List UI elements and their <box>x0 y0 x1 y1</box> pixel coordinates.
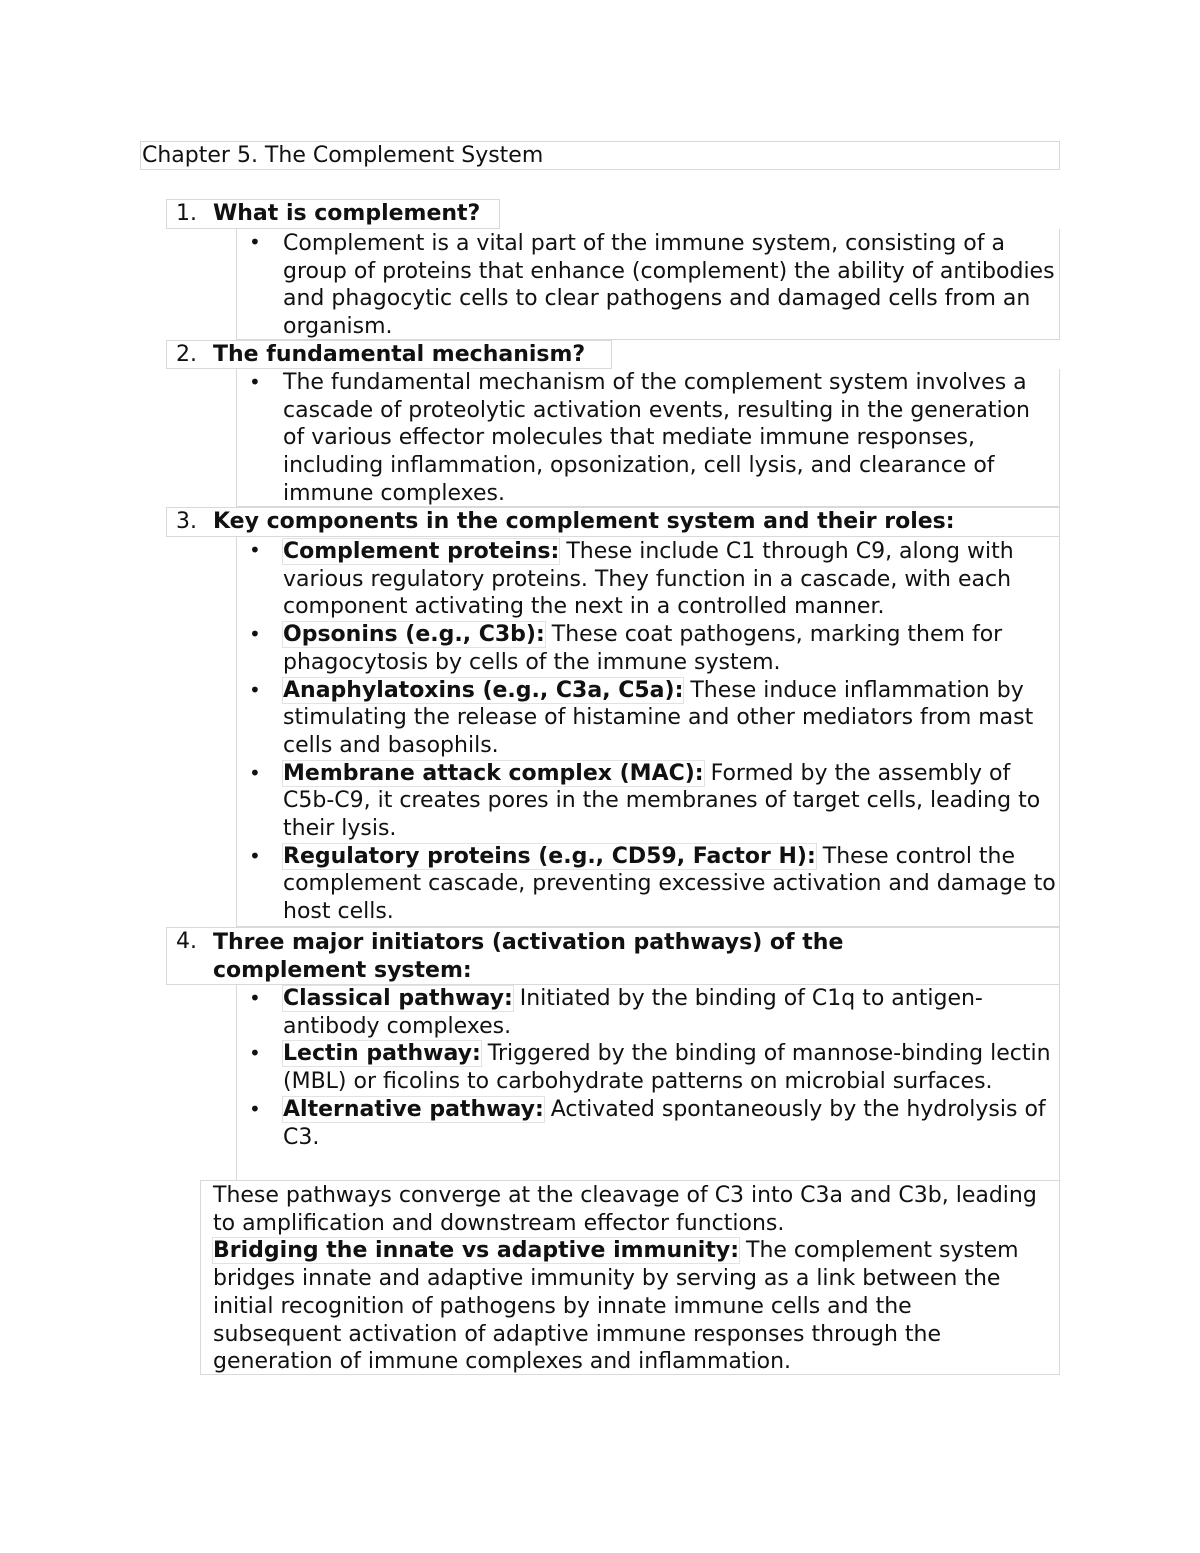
section-question-line2: complement system: <box>213 958 472 983</box>
section-number: 1. <box>176 201 197 226</box>
list-item <box>237 369 1059 508</box>
item-label: Anaphylatoxins (e.g., C3a, C5a): <box>283 677 684 703</box>
item-text: These induce inflammation by stimulating the release of histamine and other mediators from mast cells and basophils. <box>283 677 1034 758</box>
bullet-list <box>237 985 1059 1151</box>
bullet-icon: • <box>249 230 261 254</box>
bullet-list <box>237 369 1059 508</box>
bullet-icon: • <box>249 986 261 1010</box>
section-number: 4. <box>176 929 197 954</box>
item-label: Classical pathway: <box>283 986 513 1011</box>
section-1-answer <box>236 229 1060 340</box>
list-item <box>237 1040 1059 1095</box>
section-question: What is complement? <box>213 201 481 226</box>
item-text: These control the complement cascade, preventing excessive activation and damage to host cells. <box>283 843 1056 925</box>
item-label: Membrane attack complex (MAC): <box>283 760 704 786</box>
list-item <box>237 621 1059 676</box>
list-item <box>237 985 1059 1040</box>
page-title: Chapter 5. The Complement System <box>140 141 1060 170</box>
bullet-icon: • <box>249 1041 261 1066</box>
section-3-answer <box>236 537 1060 927</box>
section-question-line1: Three major initiators (activation pathways) of the <box>213 930 844 955</box>
section-number: 3. <box>176 509 197 534</box>
list-item <box>237 677 1059 760</box>
section-question: Key components in the complement system and their roles: <box>213 509 955 534</box>
item-text: Initiated by the binding of C1q to antigen-antibody complexes. <box>283 986 983 1039</box>
item-label: Opsonins (e.g., C3b): <box>283 622 545 648</box>
bridging-paragraph <box>213 1237 1047 1376</box>
section-2-heading <box>166 340 612 369</box>
bullet-icon: • <box>249 538 261 562</box>
item-text: The fundamental mechanism of the complement system involves a cascade of proteolytic activation events, resulting in the generation of various effector molecules that mediate immune responses, including inflammation, opsonization, cell lysis, and clearance of immune complexes. <box>283 370 1030 506</box>
item-label: Complement proteins: <box>283 539 560 564</box>
section-3-heading <box>166 507 1060 537</box>
item-label: Alternative pathway: <box>283 1096 544 1122</box>
section-2-answer <box>236 369 1060 507</box>
item-text: Complement is a vital part of the immune system, consisting of a group of proteins that enhance (complement) the ability of antibodies and phagocytic cells to clear pathogens and damaged cells from an organism. <box>283 231 1055 340</box>
section-4-answer <box>236 985 1060 1181</box>
bullet-list <box>237 537 1059 926</box>
item-label: Lectin pathway: <box>283 1041 481 1067</box>
item-label: Regulatory proteins (e.g., CD59, Factor H): <box>283 843 816 869</box>
bullet-icon: • <box>249 760 261 785</box>
list-item <box>237 229 1059 341</box>
section-1-heading <box>166 199 500 229</box>
closing-paragraph: These pathways converge at the cleavage of C3 into C3a and C3b, leading to amplification and downstream effector functions. <box>213 1183 1037 1236</box>
bullet-icon: • <box>249 622 261 647</box>
list-item <box>237 537 1059 621</box>
list-item <box>237 1096 1059 1151</box>
list-item <box>237 760 1059 843</box>
bullet-icon: • <box>249 370 261 394</box>
item-text: Triggered by the binding of mannose-binding lectin (MBL) or ficolins to carbohydrate patterns on microbial surfaces. <box>283 1041 1051 1095</box>
section-number: 2. <box>176 342 197 367</box>
section-question: The fundamental mechanism? <box>213 342 586 367</box>
closing-block <box>200 1180 1060 1375</box>
bridging-label: Bridging the innate vs adaptive immunity: <box>213 1238 740 1264</box>
bridging-text: The complement system bridges innate and adaptive immunity by serving as a link between the initial recognition of pathogens by innate immune cells and the subsequent activation of adaptive immune responses through the generation of immune complexes and inflammation. <box>213 1238 1019 1375</box>
item-text: These coat pathogens, marking them for phagocytosis by cells of the immune system. <box>283 622 1003 675</box>
section-4-heading <box>166 927 1060 985</box>
list-item <box>237 843 1059 926</box>
bullet-list <box>237 229 1059 341</box>
item-text: Formed by the assembly of C5b-C9, it creates pores in the membranes of target cells, leading to their lysis. <box>283 760 1041 842</box>
bullet-icon: • <box>249 677 261 702</box>
bullet-icon: • <box>249 1096 261 1121</box>
item-text: Activated spontaneously by the hydrolysis of C3. <box>283 1096 1046 1150</box>
bullet-icon: • <box>249 843 261 868</box>
item-text: These include C1 through C9, along with various regulatory proteins. They function in a cascade, with each component activating the next in a controlled manner. <box>283 539 1014 620</box>
